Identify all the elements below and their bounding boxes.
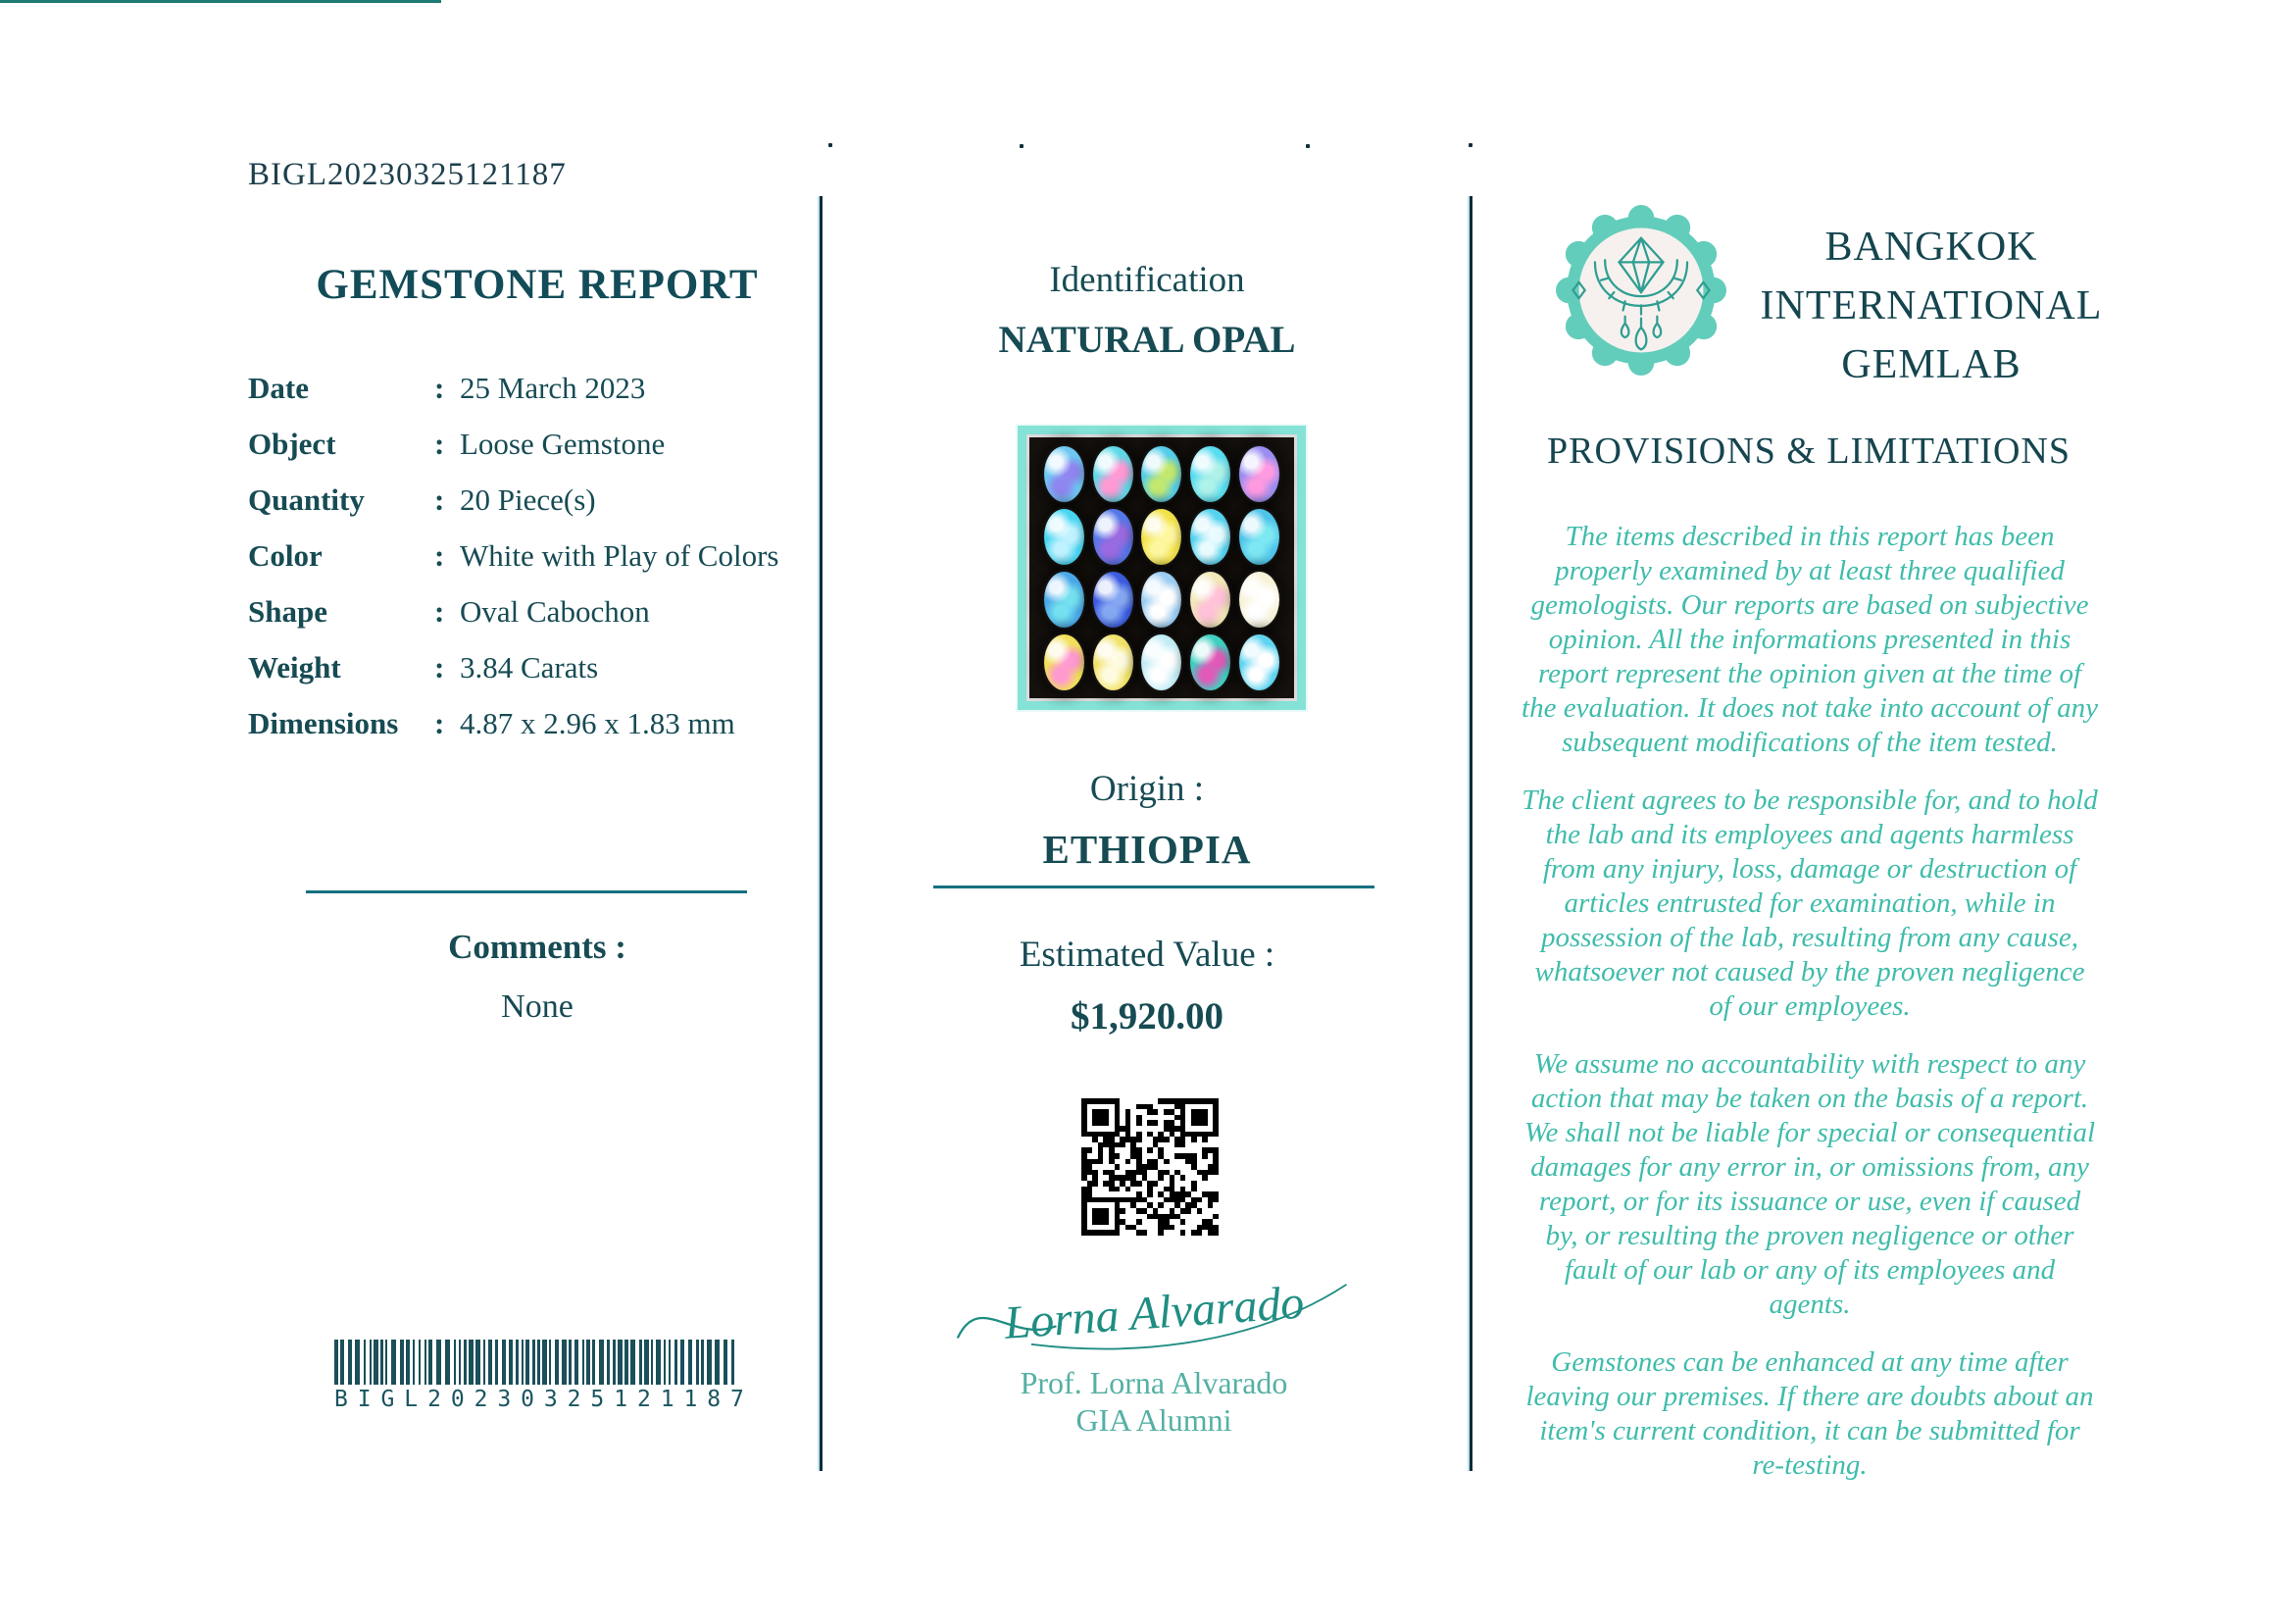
detail-label: Color <box>248 538 323 573</box>
barcode-char: 2 <box>567 1387 581 1412</box>
provisions-paragraph-2: The client agrees to be responsible for, and to hold the lab and its employees and agents harmless from any injury, loss, damage or destruction of articles entrusted for examination, while in possession of the lab, resulting from any cause, whatsoever not caused by the proven negligence of our employees. <box>1522 785 2098 1022</box>
barcode-char: 8 <box>707 1387 722 1412</box>
barcode-char: G <box>380 1387 395 1412</box>
barcode-char: 2 <box>636 1387 651 1412</box>
report-title: GEMSTONE REPORT <box>316 262 759 308</box>
barcode-char: 3 <box>543 1387 558 1412</box>
barcode-char: L <box>404 1387 419 1412</box>
detail-row-object <box>248 427 826 482</box>
crop-mark-dot <box>1020 144 1023 148</box>
crop-mark-dot <box>1469 143 1472 147</box>
origin-label: Origin : <box>1089 769 1205 809</box>
detail-label: Object <box>248 427 336 461</box>
detail-colon: : <box>434 650 445 684</box>
barcode-char: 1 <box>683 1387 698 1412</box>
detail-label: Weight <box>248 650 341 684</box>
gemstone-photo <box>1018 426 1306 710</box>
opal-gem <box>1093 509 1133 565</box>
barcode-text <box>334 1387 744 1412</box>
opal-gem <box>1190 572 1230 628</box>
comments-divider <box>306 890 747 893</box>
opal-gem <box>1239 509 1279 565</box>
barcode-char: 1 <box>614 1387 628 1412</box>
opal-gem <box>1239 634 1279 690</box>
barcode-char: 2 <box>427 1387 441 1412</box>
opal-gem <box>1141 446 1181 502</box>
identification-label: Identification <box>1049 260 1245 300</box>
detail-value: Loose Gemstone <box>460 427 666 461</box>
signature <box>936 1265 1368 1355</box>
column-divider-right <box>1470 196 1472 1471</box>
estimated-value-label: Estimated Value : <box>1019 935 1275 975</box>
detail-value: 4.87 x 2.96 x 1.83 mm <box>460 706 735 740</box>
signatory-name: Prof. Lorna Alvarado <box>1020 1365 1288 1400</box>
barcode-char: I <box>357 1387 372 1412</box>
detail-colon: : <box>434 706 445 740</box>
lab-name: BANGKOK INTERNATIONAL GEMLAB <box>1760 225 2103 387</box>
detail-row-quantity <box>248 482 826 538</box>
gemlab-logo <box>1555 204 1727 377</box>
opal-gem <box>1239 572 1279 628</box>
signature-line <box>0 0 441 3</box>
crop-mark-dot <box>828 143 832 147</box>
comments-value: None <box>501 988 574 1025</box>
detail-value: White with Play of Colors <box>460 538 779 573</box>
detail-value: 25 March 2023 <box>460 371 646 405</box>
detail-row-shape <box>248 594 826 650</box>
detail-colon: : <box>434 482 445 517</box>
opal-gem <box>1141 634 1181 690</box>
provisions-paragraph-4: Gemstones can be enhanced at any time after leaving our premises. If there are doubts about an item's current condition, it can be submitted for re-testing. <box>1525 1346 2094 1481</box>
barcode-char: 7 <box>730 1387 744 1412</box>
opal-gem <box>1093 572 1133 628</box>
detail-row-color <box>248 538 826 594</box>
detail-colon: : <box>434 594 445 629</box>
provisions-paragraph-3: We assume no accountability with respect to any action that may be taken on the basis of a report. We shall not be liable for special or consequential damages for any error in, or omissions from, any report, or for its issuance or use, even if caused by, or resulting the proven negligence or other fault of our lab or any of its employees and agents. <box>1523 1048 2096 1320</box>
barcode-char: 1 <box>660 1387 674 1412</box>
detail-label: Quantity <box>248 482 365 517</box>
opal-gem <box>1044 572 1084 628</box>
estimated-value-divider <box>933 886 1374 888</box>
opal-gem <box>1190 634 1230 690</box>
opal-gem <box>1190 509 1230 565</box>
detail-label: Dimensions <box>248 706 399 740</box>
detail-row-dimensions <box>248 706 826 762</box>
opal-gem <box>1044 509 1084 565</box>
detail-value: 3.84 Carats <box>460 650 599 684</box>
barcode-char: B <box>334 1387 348 1412</box>
barcode-char: 2 <box>474 1387 488 1412</box>
estimated-value: $1,920.00 <box>1071 995 1223 1038</box>
detail-row-date <box>248 371 826 427</box>
detail-value: 20 Piece(s) <box>460 482 596 517</box>
detail-value: Oval Cabochon <box>460 594 650 629</box>
barcode-char: 5 <box>590 1387 605 1412</box>
provisions-paragraph-1: The items described in this report has been properly examined by at least three qualified gemologists. Our reports are based on subjective opinion. All the informations presented in this report represent the opinion given at the time of the evaluation. It does not take into account of any subsequent modifications of the item tested. <box>1522 521 2098 758</box>
opal-grid <box>1040 442 1283 693</box>
signature-name-text: Lorna Alvarado <box>1002 1276 1306 1349</box>
detail-label: Shape <box>248 594 327 629</box>
qr-code <box>1081 1098 1219 1236</box>
detail-row-weight <box>248 650 826 706</box>
opal-gem <box>1044 634 1084 690</box>
crop-mark-dot <box>1306 144 1310 148</box>
signatory-title: GIA Alumni <box>1075 1402 1232 1438</box>
barcode-char: 0 <box>450 1387 465 1412</box>
detail-colon: : <box>434 538 445 573</box>
barcode-char: 0 <box>521 1387 534 1412</box>
origin-value: ETHIOPIA <box>1042 827 1252 872</box>
detail-colon: : <box>434 371 445 405</box>
opal-gem <box>1093 446 1133 502</box>
opal-gem <box>1239 446 1279 502</box>
opal-gem <box>1093 634 1133 690</box>
barcode-bars <box>334 1340 744 1385</box>
opal-gem <box>1190 446 1230 502</box>
opal-gem <box>1044 446 1084 502</box>
detail-colon: : <box>434 427 445 461</box>
gemstone-details-table <box>248 371 826 762</box>
provisions-text <box>1522 520 2098 1506</box>
identification-value: NATURAL OPAL <box>998 319 1296 361</box>
detail-label: Date <box>248 371 309 405</box>
barcode <box>334 1340 744 1412</box>
barcode-char: 3 <box>497 1387 512 1412</box>
opal-gem <box>1141 572 1181 628</box>
provisions-heading: PROVISIONS & LIMITATIONS <box>1547 431 2071 472</box>
comments-heading: Comments : <box>448 928 626 966</box>
report-number: BIGL20230325121187 <box>248 157 567 192</box>
opal-gem <box>1141 509 1181 565</box>
